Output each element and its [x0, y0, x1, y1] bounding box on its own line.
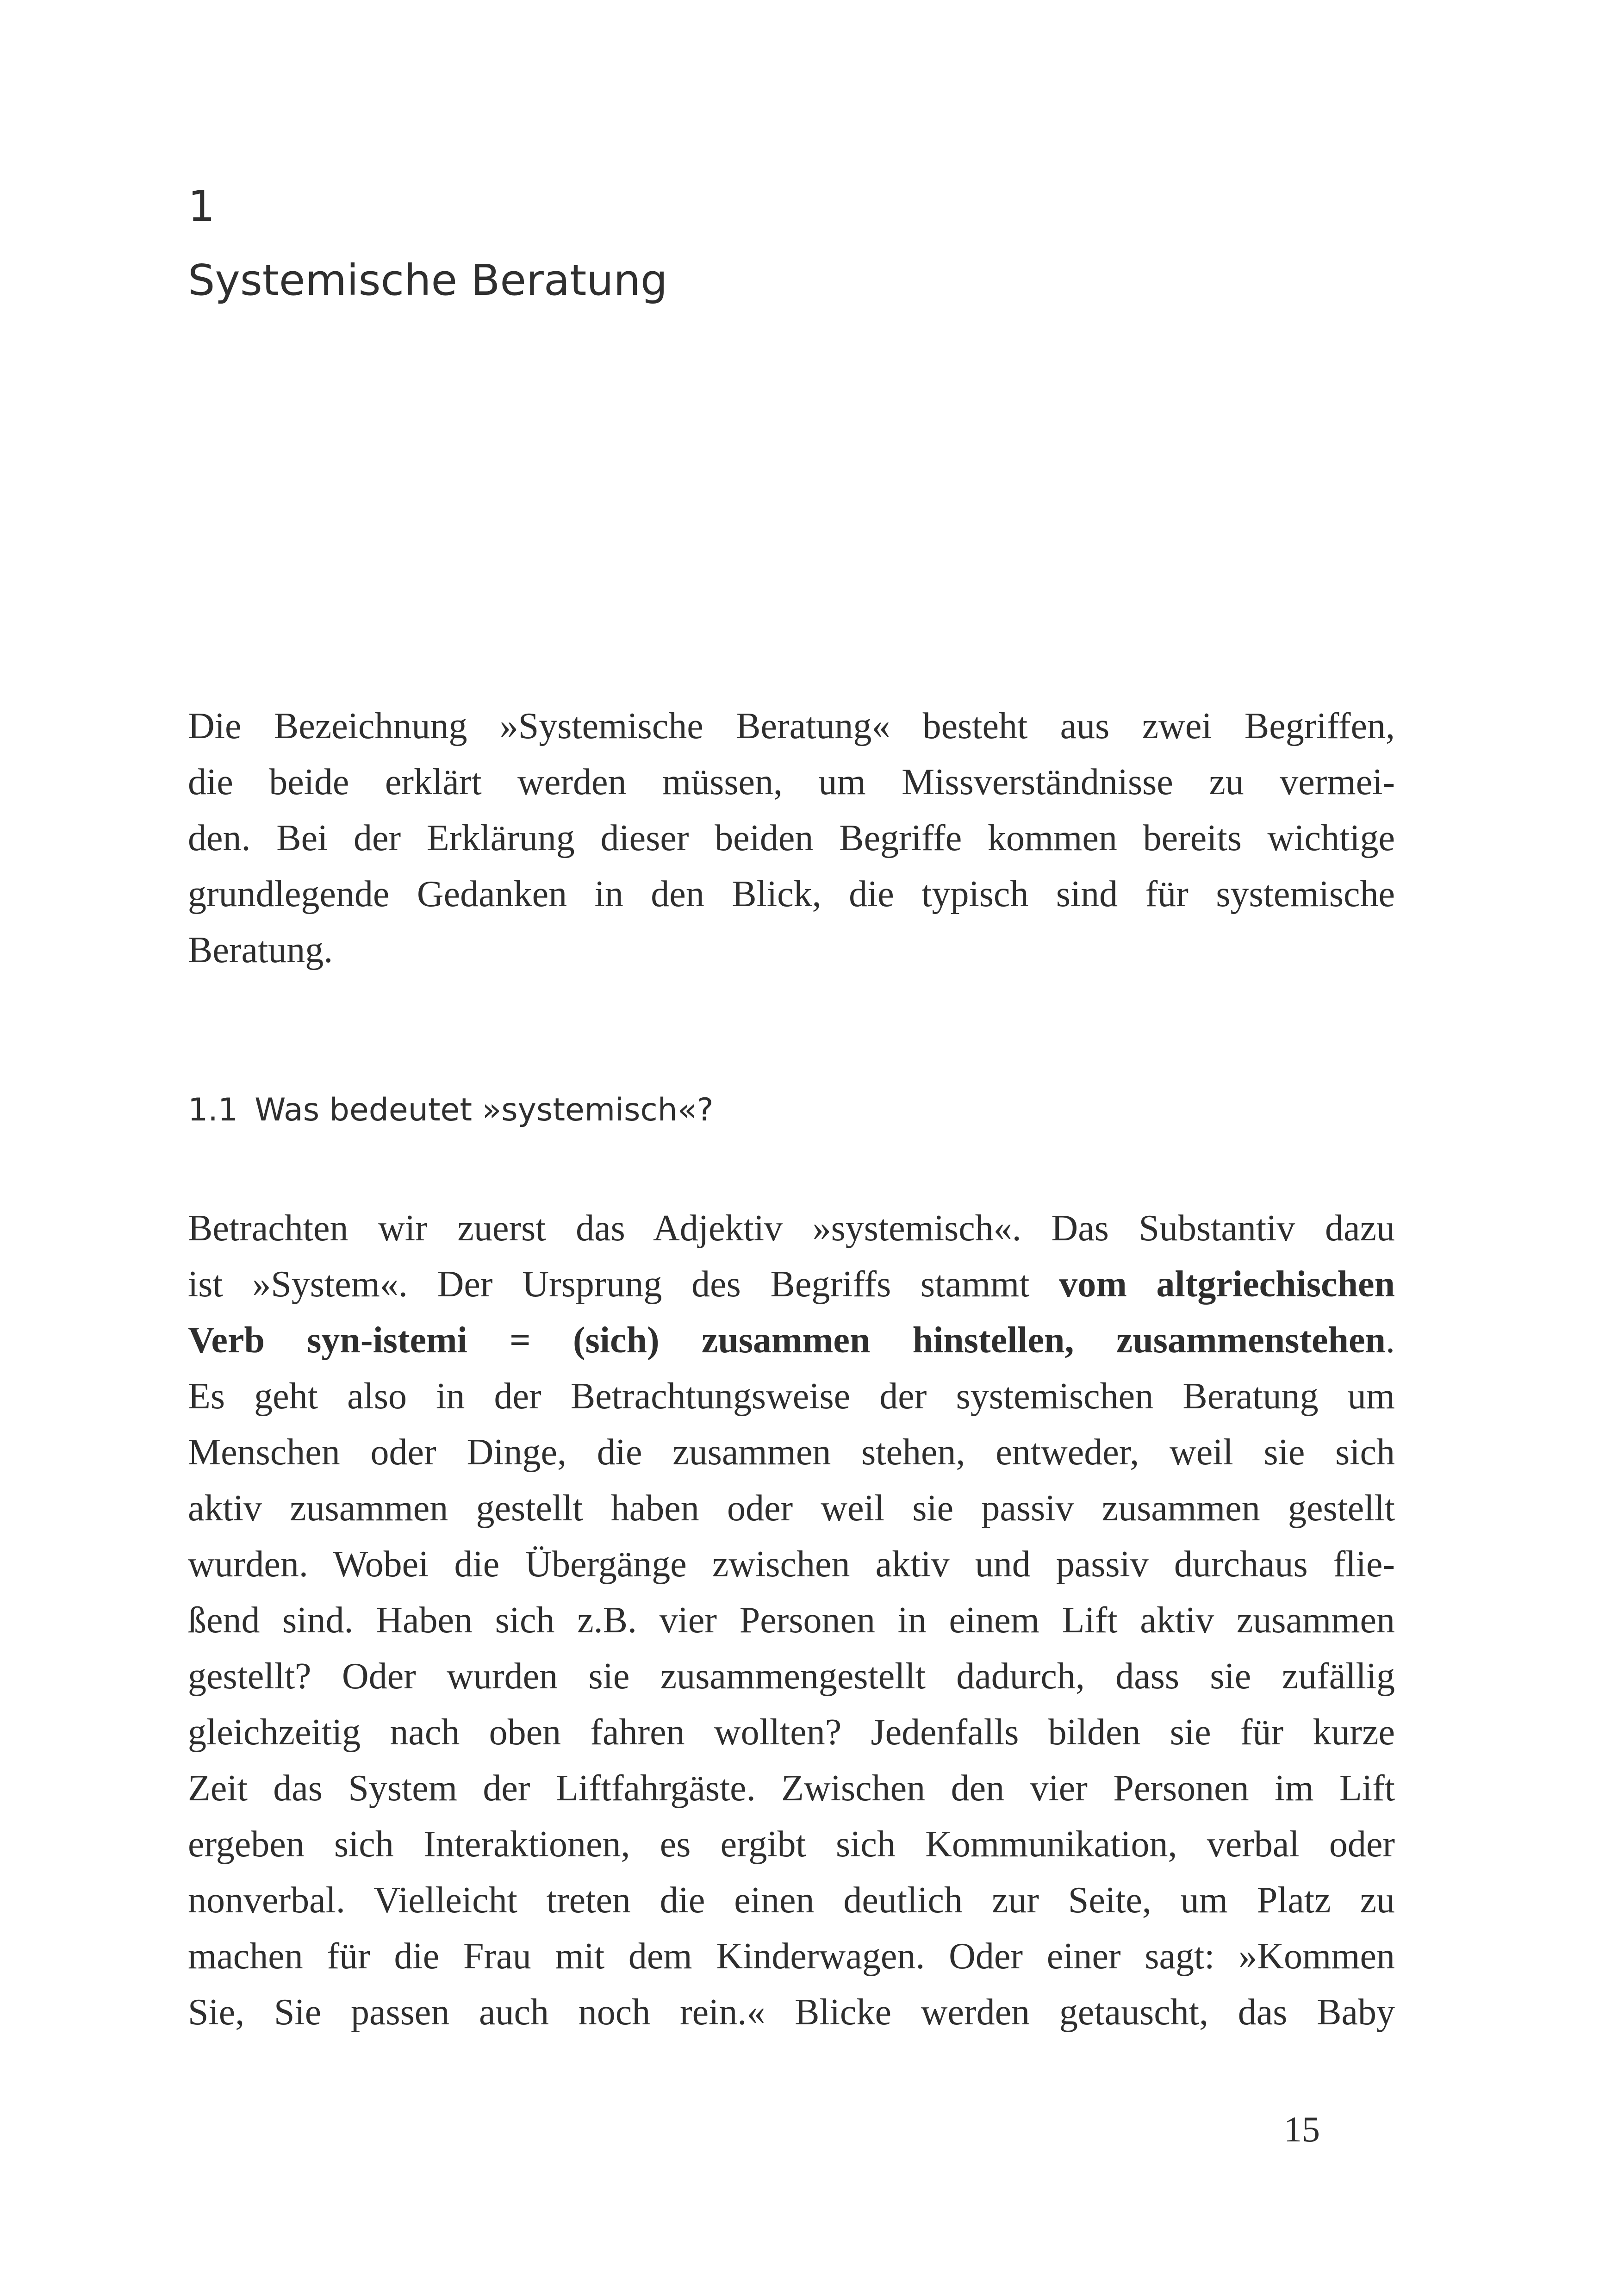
- paragraph-line: gestellt? Oder wurden sie zusammengestellt dadurch, dass sie zufällig: [188, 1656, 1395, 1697]
- paragraph-line: wurden. Wobei die Übergänge zwischen aktiv und passiv durchaus flie-: [188, 1544, 1395, 1585]
- chapter-number: 1: [188, 181, 215, 231]
- paragraph-line: Sie, Sie passen auch noch rein.« Blicke werden getauscht, das Baby: [188, 1992, 1395, 2033]
- intro-paragraph: [188, 698, 1395, 978]
- paragraph-line: ßend sind. Haben sich z.B. vier Personen in einem Lift aktiv zusammen: [188, 1600, 1395, 1641]
- paragraph-line: die beide erklärt werden müssen, um Missverständnisse zu vermei-: [188, 762, 1395, 803]
- paragraph-line: Zeit das System der Liftfahrgäste. Zwischen den vier Personen im Lift: [188, 1768, 1395, 1809]
- paragraph-line: Es geht also in der Betrachtungsweise der systemischen Beratung um: [188, 1376, 1395, 1417]
- plain-text: .: [1386, 1320, 1395, 1361]
- page-number: 15: [1284, 2109, 1320, 2149]
- plain-text: ist »System«. Der Ursprung des Begriffs stammt: [188, 1264, 1059, 1305]
- bold-text: Verb syn-istemi = (sich) zusammen hinstellen, zusammenstehen: [188, 1320, 1386, 1361]
- paragraph-line: aktiv zusammen gestellt haben oder weil sie passiv zusammen gestellt: [188, 1488, 1395, 1529]
- section-title: Was bedeutet »systemisch«?: [255, 1092, 714, 1128]
- paragraph-line-mixed: [188, 1257, 1395, 1313]
- paragraph-line: den. Bei der Erklärung dieser beiden Begriffe kommen bereits wichtige: [188, 818, 1395, 859]
- bold-text: vom altgriechischen: [1059, 1264, 1395, 1305]
- paragraph-line: Die Bezeichnung »Systemische Beratung« besteht aus zwei Begriffen,: [188, 706, 1395, 747]
- paragraph-line: grundlegende Gedanken in den Blick, die typisch sind für systemische: [188, 874, 1395, 915]
- paragraph-line: ergeben sich Interaktionen, es ergibt sich Kommunikation, verbal oder: [188, 1824, 1395, 1865]
- chapter-title: Systemische Beratung: [188, 255, 668, 305]
- paragraph-line-mixed: [188, 1313, 1395, 1369]
- body-paragraph: [188, 1201, 1395, 2041]
- paragraph-line: Menschen oder Dinge, die zusammen stehen, entweder, weil sie sich: [188, 1432, 1395, 1473]
- section-number: 1.1: [188, 1092, 238, 1128]
- paragraph-line: Betrachten wir zuerst das Adjektiv »systemisch«. Das Substantiv dazu: [188, 1208, 1395, 1249]
- paragraph-line: Beratung.: [188, 930, 333, 971]
- paragraph-line: gleichzeitig nach oben fahren wollten? Jedenfalls bilden sie für kurze: [188, 1712, 1395, 1753]
- paragraph-line: machen für die Frau mit dem Kinderwagen. Oder einer sagt: »Kommen: [188, 1936, 1395, 1977]
- section-heading: [188, 1092, 714, 1128]
- paragraph-line: nonverbal. Vielleicht treten die einen deutlich zur Seite, um Platz zu: [188, 1880, 1395, 1921]
